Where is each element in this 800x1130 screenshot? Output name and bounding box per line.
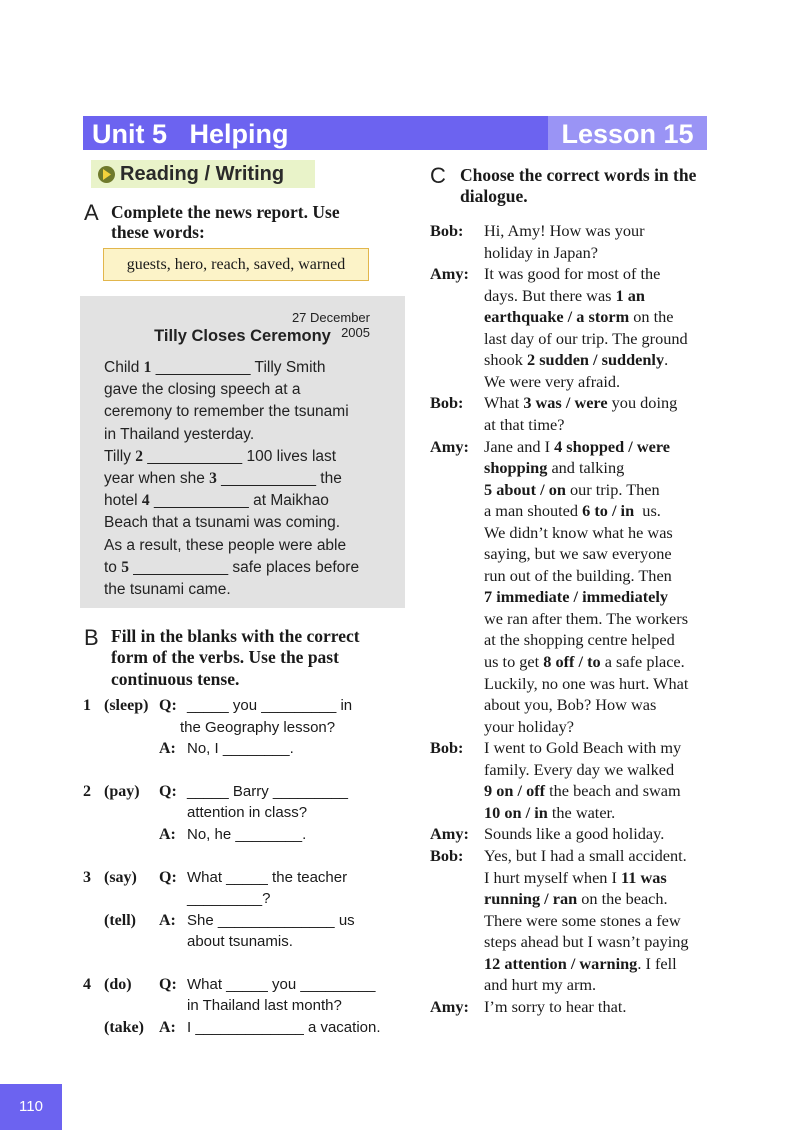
article-line	[104, 557, 359, 579]
q3-question-1: What _____ the teacher	[187, 869, 348, 886]
dialogue-text: your holiday?	[484, 716, 574, 736]
article-line-text-after: ___________ Tilly Smith	[151, 359, 326, 376]
speaker-label: Amy:	[430, 996, 469, 1016]
dialogue-line	[484, 243, 598, 263]
dialogue-text: shook	[484, 350, 527, 370]
dialogue-line	[484, 329, 688, 349]
article-line-text: in Thailand yesterday.	[104, 425, 255, 443]
section-a-letter: A	[84, 200, 99, 225]
dialogue-line	[484, 221, 645, 241]
dialogue-text: us to get	[484, 652, 544, 671]
article-line	[104, 579, 231, 601]
answer-choice: 6 to / in	[582, 501, 635, 521]
dialogue-line	[484, 911, 681, 931]
article-line-text: the tsunami came.	[104, 581, 231, 598]
article-line	[104, 446, 336, 468]
blank-number: 2	[135, 447, 144, 465]
dialogue-line	[484, 480, 660, 500]
dialogue-text: We were very afraid.	[484, 371, 621, 391]
article-line-text: gave the closing speech at a	[104, 381, 301, 399]
section-c-instruction-2: dialogue.	[460, 186, 528, 206]
dialogue-line	[484, 501, 661, 521]
answer-choice: 10 on / in	[484, 802, 548, 822]
speaker-label: Amy:	[430, 824, 469, 844]
speaker-label: Bob:	[430, 393, 464, 413]
article-line	[104, 468, 342, 490]
article-title: Tilly Closes Ceremony	[154, 327, 331, 345]
dialogue-text: at that time?	[484, 414, 565, 434]
q2-number: 2	[83, 783, 91, 800]
dialogue-line	[484, 803, 615, 823]
answer-choice: earthquake / a storm	[484, 307, 630, 327]
speaker-label: Bob:	[430, 738, 464, 758]
answer-choice: 9 on / off	[484, 781, 546, 801]
answer-choice: 12 attention / warning	[484, 953, 638, 973]
dialogue-text: you doing	[607, 393, 678, 413]
q3-verb: (say)	[104, 869, 137, 886]
dialogue-line	[484, 458, 624, 478]
answer-choice: 5 about / on	[484, 479, 566, 499]
dialogue-line	[484, 566, 672, 586]
dialogue-text: at the shopping centre helped	[484, 630, 675, 650]
blank-number: 3	[209, 470, 217, 487]
q3-answer-2: about tsunamis.	[187, 933, 293, 950]
dialogue-line	[484, 415, 564, 435]
dialogue-line	[484, 695, 656, 715]
article-line-text: hotel	[104, 492, 142, 510]
dialogue-line	[484, 846, 687, 866]
dialogue-text: steps ahead but I wasn’t paying	[484, 932, 689, 952]
dialogue-line	[484, 264, 660, 284]
article-line	[104, 512, 340, 534]
dialogue-text: We didn’t know what he was	[484, 522, 673, 542]
q1-a-label: A:	[159, 740, 176, 757]
dialogue-text: Sounds like a good holiday.	[484, 824, 665, 844]
q4-verb-2: (take)	[104, 1019, 144, 1036]
dialogue-text: It was good for most of the	[484, 264, 661, 284]
dialogue-line	[484, 350, 668, 370]
dialogue-line	[484, 609, 688, 629]
q4-question-2: in Thailand last month?	[187, 997, 342, 1014]
dialogue-text: days. But there was	[484, 285, 616, 305]
q2-answer: No, he ________.	[187, 826, 307, 843]
dialogue-text: our trip. Then	[565, 479, 660, 499]
dialogue-line	[484, 717, 574, 737]
dialogue-text: us.	[634, 501, 661, 521]
dialogue-text: and talking	[547, 458, 625, 478]
dialogue-text: the water.	[547, 802, 616, 822]
dialogue-line	[484, 868, 667, 888]
q3-answer-1: She ______________ us	[187, 912, 355, 929]
speaker-label: Bob:	[430, 845, 464, 865]
q3-number: 3	[83, 869, 91, 886]
q2-question-1: _____ Barry _________	[187, 783, 348, 800]
dialogue-text: on the beach.	[577, 889, 668, 909]
section-a-instruction-2: these words:	[111, 222, 205, 242]
answer-choice: 11 was	[621, 867, 667, 887]
q2-a-label: A:	[159, 826, 176, 843]
article-line-text-after: ___________ safe places before	[128, 558, 360, 576]
dialogue-line	[484, 975, 596, 995]
section-b-instruction-2: form of the verbs. Use the past	[111, 647, 339, 667]
article-line-text-after: ___________ 100 lives last	[143, 447, 337, 465]
answer-choice: 8 off / to	[543, 652, 601, 671]
dialogue-line	[484, 437, 670, 457]
answer-choice: shopping	[484, 458, 548, 478]
page-number: 110	[0, 1084, 62, 1130]
answer-choice: running / ran	[484, 889, 578, 909]
dialogue-text: the beach and swam	[545, 781, 681, 801]
dialogue-line	[484, 307, 673, 327]
q3-a-label: A:	[159, 912, 176, 929]
article-date: 27 December 2005	[291, 310, 370, 340]
dialogue-text: .	[664, 350, 669, 370]
dialogue-text: Jane and I	[484, 436, 555, 456]
dialogue-line	[484, 889, 668, 909]
blank-number: 1	[143, 359, 152, 376]
dialogue-line	[484, 954, 677, 974]
q1-question-1: _____ you _________ in	[187, 697, 353, 714]
unit-title: Unit 5 Helping	[92, 119, 289, 149]
dialogue-text: Luckily, no one was hurt. What	[484, 673, 689, 693]
q1-q-label: Q:	[159, 697, 177, 714]
dialogue-text: run out of the building. Then	[484, 565, 672, 585]
q4-q-label: Q:	[159, 976, 177, 993]
dialogue-text: on the	[629, 307, 674, 327]
dialogue-text: saying, but we saw everyone	[484, 544, 672, 564]
article-line-text-after: ___________ at Maikhao	[149, 492, 329, 510]
dialogue-text: Yes, but I had a small accident.	[484, 845, 687, 865]
q4-a-label: A:	[159, 1019, 176, 1036]
reading-writing-label: Reading / Writing	[120, 163, 285, 185]
q4-answer: I _____________ a vacation.	[187, 1019, 381, 1036]
section-b-letter: B	[84, 625, 99, 650]
dialogue-line	[484, 652, 685, 672]
article-line-text: to	[104, 558, 122, 576]
dialogue-line	[484, 932, 689, 952]
article-line	[104, 490, 329, 512]
play-icon	[98, 166, 115, 183]
answer-choice: 4 shopped / were	[554, 436, 671, 456]
blank-number: 5	[121, 558, 129, 576]
article-line-text: Tilly	[104, 447, 136, 465]
article-line	[104, 401, 349, 423]
dialogue-line	[484, 286, 645, 306]
speaker-label: Bob:	[430, 221, 464, 240]
q3-verb-2: (tell)	[104, 912, 136, 929]
speaker-label: Amy:	[430, 264, 469, 284]
dialogue-line	[484, 997, 626, 1017]
dialogue-text: last day of our trip. The ground	[484, 328, 688, 348]
answer-choice: 7 immediate / immediately	[484, 587, 669, 607]
dialogue-text: a man shouted	[484, 501, 583, 521]
dialogue-text: and hurt my arm.	[484, 975, 597, 995]
q4-question-1: What _____ you _________	[187, 976, 376, 993]
dialogue-line	[484, 544, 672, 564]
word-box: guests, hero, reach, saved, warned	[103, 248, 369, 281]
q1-answer: No, I ________.	[187, 740, 294, 757]
section-a-instruction-1: Complete the news report. Use	[111, 202, 340, 222]
article-line	[104, 379, 300, 401]
dialogue-text: we ran after them. The workers	[484, 608, 689, 628]
dialogue-line	[484, 824, 664, 844]
section-b-instruction-1: Fill in the blanks with the correct	[111, 626, 360, 646]
dialogue-text: a safe place.	[600, 652, 685, 671]
article-line-text: As a result, these people were able	[104, 536, 347, 554]
dialogue-line	[484, 393, 677, 413]
dialogue-line	[484, 760, 674, 780]
dialogue-text: I hurt myself when I	[484, 867, 621, 887]
answer-choice: 3 was / were	[523, 393, 608, 413]
dialogue-text: I went to Gold Beach with my	[484, 738, 682, 758]
article-line-text-after: ___________ the	[216, 470, 342, 487]
article-line-text: Beach that a tsunami was coming.	[104, 514, 341, 532]
dialogue-text: . I fell	[637, 953, 677, 973]
article-line-text: ceremony to remember the tsunami	[104, 403, 349, 421]
answer-choice: 1 an	[615, 285, 645, 305]
dialogue-text: family. Every day we walked	[484, 759, 675, 779]
article-line	[104, 424, 254, 446]
q2-question-2: attention in class?	[187, 804, 308, 821]
speaker-label: Amy:	[430, 436, 469, 456]
article-line-text: year when she	[104, 470, 210, 487]
dialogue-line	[484, 781, 681, 801]
dialogue-text: There were some stones a few	[484, 910, 681, 930]
q3-q-label: Q:	[159, 869, 177, 886]
q4-verb: (do)	[104, 976, 132, 993]
q3-question-2: _________?	[187, 890, 271, 907]
dialogue-text: about you, Bob? How was	[484, 695, 657, 715]
q4-number: 4	[83, 976, 91, 993]
blank-number: 4	[141, 492, 150, 510]
dialogue-text: What	[484, 393, 524, 413]
q1-number: 1	[83, 697, 91, 714]
answer-choice: 2 sudden / suddenly	[526, 350, 665, 370]
article-line-text: Child	[104, 359, 144, 376]
section-c-letter: C	[430, 163, 446, 188]
section-b-instruction-3: continuous tense.	[111, 669, 240, 689]
article-line	[104, 535, 346, 557]
lesson-title: Lesson 15	[561, 119, 694, 149]
dialogue-line	[484, 738, 681, 758]
dialogue-line	[484, 372, 620, 392]
q1-verb: (sleep)	[104, 697, 149, 714]
section-c-instruction-1: Choose the correct words in the	[460, 165, 697, 185]
dialogue-text: I’m sorry to hear that.	[484, 996, 627, 1016]
dialogue-line	[484, 630, 675, 650]
dialogue-line	[484, 674, 688, 694]
q2-q-label: Q:	[159, 783, 177, 800]
dialogue-line	[484, 587, 668, 607]
q1-question-2: the Geography lesson?	[180, 719, 336, 736]
dialogue-line	[484, 523, 673, 543]
dialogue-text: Hi, Amy! How was your	[484, 221, 645, 240]
article-line	[104, 357, 325, 379]
q2-verb: (pay)	[104, 783, 140, 800]
dialogue-text: holiday in Japan?	[484, 242, 598, 262]
